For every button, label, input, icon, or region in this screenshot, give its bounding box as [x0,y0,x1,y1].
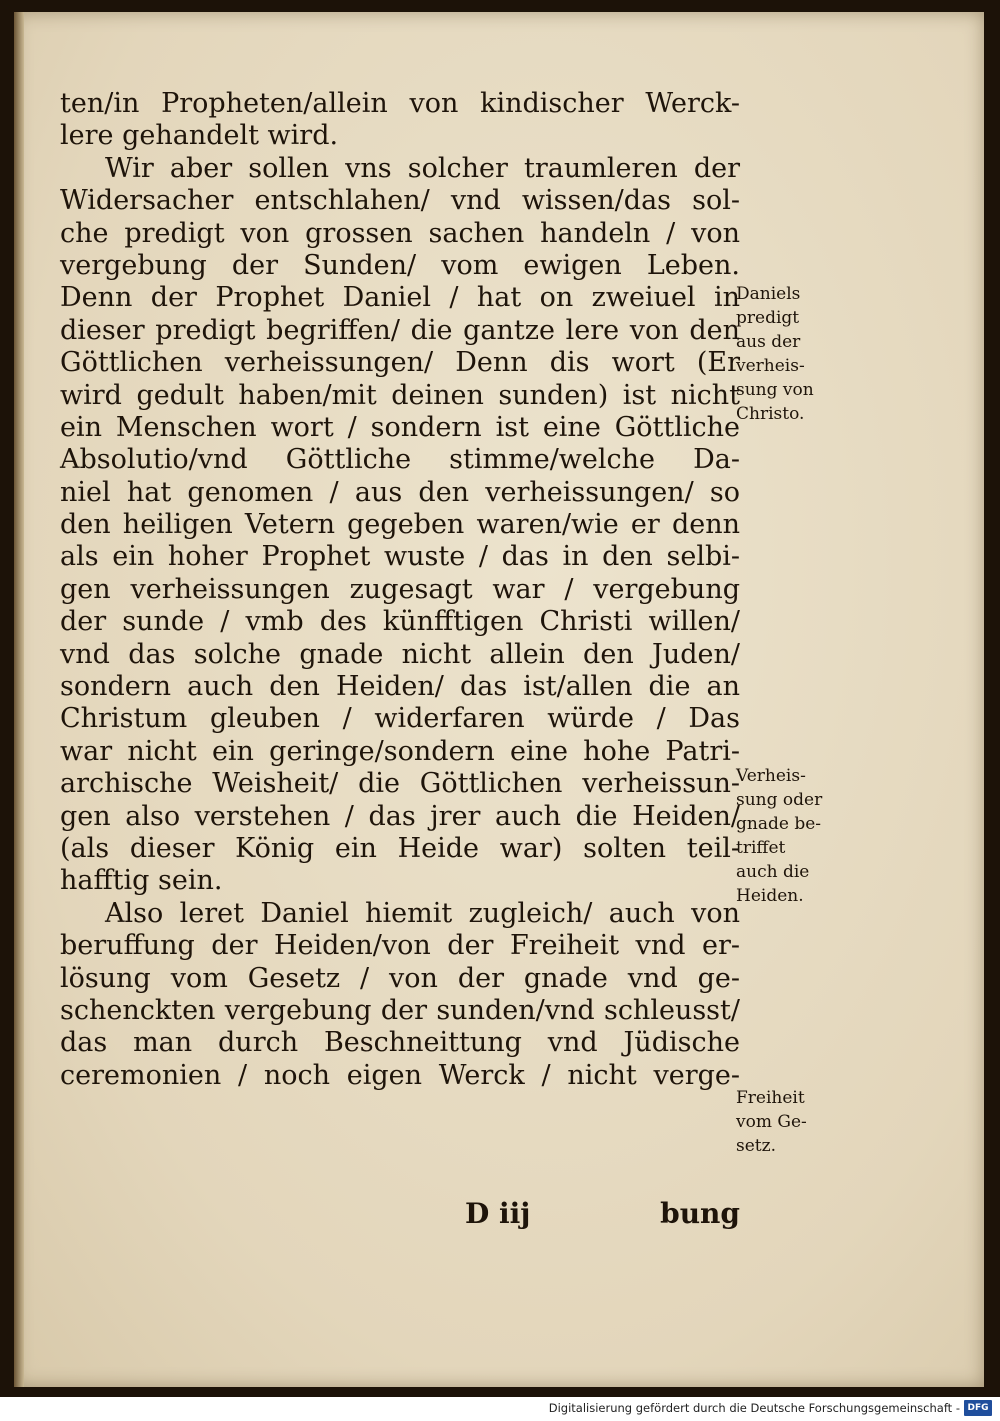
marginal-line: Daniels [736,284,801,304]
text-line: das man durch Beschneittung vnd Jüdische [60,1027,740,1059]
text-line: gen verheissungen zugesagt war / vergebung [60,573,740,605]
dfg-logo[interactable]: DFG [964,1400,992,1416]
marginal-line: Freiheit [736,1088,805,1108]
text-line: dieser predigt begriffen/ die gantze lere von den [60,314,740,346]
text-line: Absolutio/vnd Göttliche stimme/welche Da- [60,444,740,476]
page-footer-line [60,1197,740,1233]
marginal-line: Verheis- [736,766,806,786]
text-line: lösung vom Gesetz / von der gnade vnd ge- [60,962,740,994]
marginal-line: Heiden. [736,886,804,906]
text-line: ten/in Propheten/allein von kindischer Werck- [60,88,740,119]
text-line: ceremonien / noch eigen Werck / nicht verge- [60,1059,740,1091]
main-text-block [60,88,740,1092]
text-line: wird gedult haben/mit deinen sunden) ist nicht [60,379,740,411]
marginal-line: sung von [736,380,814,400]
text-line: hafftig sein. [60,865,223,897]
text-line: gen also verstehen / das jrer auch die Heiden/ [60,800,740,832]
text-line: vnd das solche gnade nicht allein den Juden/ [60,638,740,670]
text-line: beruffung der Heiden/von der Freiheit vnd er- [60,930,740,962]
marginal-line: aus der [736,332,801,352]
text-line: Denn der Prophet Daniel / hat on zweiuel in [60,282,740,314]
text-line: war nicht ein geringe/sondern eine hohe Patri- [60,735,740,767]
marginal-note-freiheit [736,1086,846,1158]
marginal-note-verheissung [736,764,846,908]
text-line: der sunde / vmb des künfftigen Christi willen/ [60,606,740,638]
marginal-line: gnade be- [736,814,821,834]
text-line: (als dieser König ein Heide war) solten teil- [60,832,740,864]
text-line: archische Weisheit/ die Göttlichen verheissun- [60,768,740,800]
text-line: sondern auch den Heiden/ das ist/allen die an [60,671,740,703]
marginal-line: vom Ge- [736,1112,807,1132]
text-line: che predigt von grossen sachen handeln / von [60,217,740,249]
marginal-line: auch die [736,862,810,882]
text-line: als ein hoher Prophet wuste / das in den selbi- [60,541,740,573]
marginal-line: verheis- [736,356,805,376]
text-line: niel hat genomen / aus den verheissungen/ so [60,476,740,508]
text-line: vergebung der Sunden/ vom ewigen Leben. [60,249,740,281]
marginal-line: Christo. [736,404,805,424]
catchword: bung [660,1197,740,1230]
marginal-line: setz. [736,1136,776,1156]
marginal-line: predigt [736,308,800,328]
marginal-note-daniels-predigt [736,282,846,426]
digitization-footer [0,1397,1000,1421]
text-line: Also leret Daniel hiemit zugleich/ auch von [105,897,740,929]
text-line: Wir aber sollen vns solcher traumleren der [105,152,740,184]
text-line: lere gehandelt wird. [60,120,339,152]
text-line: Christum gleuben / widerfaren würde / Das [60,703,740,735]
page-gutter [14,12,24,1387]
signature-mark: D iij [465,1197,531,1230]
text-line: Widersacher entschlahen/ vnd wissen/das sol- [60,185,740,217]
marginal-line: triffet [736,838,786,858]
text-line: Göttlichen verheissungen/ Denn dis wort (Er [60,347,740,379]
text-line: schenckten vergebung der sunden/vnd schleusst/ [60,994,740,1026]
marginal-line: sung oder [736,790,823,810]
funding-credit: Digitalisierung gefördert durch die Deutsche Forschungsgemeinschaft - [548,1401,960,1415]
text-line: den heiligen Vetern gegeben waren/wie er denn [60,509,740,541]
text-line: ein Menschen wort / sondern ist eine Göttliche [60,411,740,443]
